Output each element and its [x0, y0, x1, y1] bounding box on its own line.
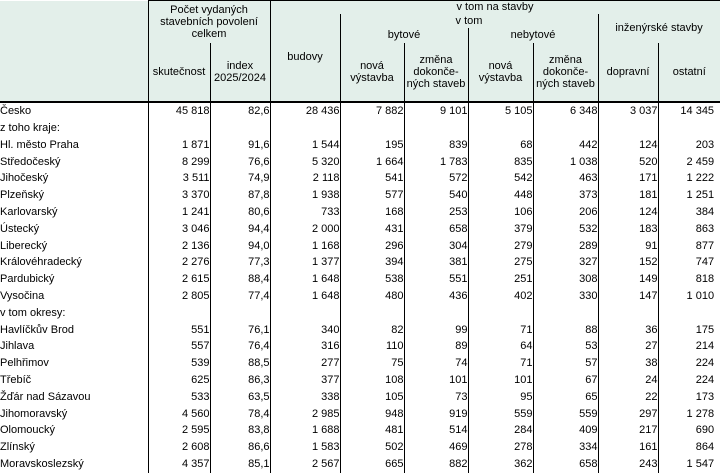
cell-nová výstavba: 279 [468, 237, 533, 254]
cell-změna dokončených staveb: 89 [404, 338, 468, 355]
cell-nová výstavba: 284 [468, 422, 533, 439]
cell-nová výstavba: 75 [340, 355, 404, 372]
cell-změna dokončených staveb: 6 348 [533, 102, 598, 120]
cell-změna dokončených staveb: 551 [404, 271, 468, 288]
table-row[interactable] [0, 204, 720, 221]
row-label: v tom okresy: [0, 305, 148, 322]
cell-změna dokončených staveb: 463 [533, 170, 598, 187]
cell-dopravní [598, 120, 658, 137]
cell-dopravní: 243 [598, 456, 658, 473]
header-col-ostatni: ostatní [658, 43, 720, 102]
cell-nová výstavba: 541 [340, 170, 404, 187]
cell-budovy: 2 118 [270, 170, 340, 187]
cell-dopravní: 22 [598, 389, 658, 406]
cell-budovy: 1 938 [270, 187, 340, 204]
cell-nová výstavba: 68 [468, 137, 533, 154]
cell-nová výstavba: 448 [468, 187, 533, 204]
cell-změna dokončených staveb: 882 [404, 456, 468, 473]
cell-skutečnost: 2 595 [148, 422, 210, 439]
table-header [0, 1, 720, 103]
row-label: Třebíč [0, 372, 148, 389]
cell-nová výstavba: 296 [340, 237, 404, 254]
cell-nová výstavba [340, 305, 404, 322]
cell-nová výstavba: 502 [340, 439, 404, 456]
cell-změna dokončených staveb: 304 [404, 237, 468, 254]
cell-změna dokončených staveb: 532 [533, 221, 598, 238]
cell-změna dokončených staveb: 334 [533, 439, 598, 456]
cell-skutečnost: 1 241 [148, 204, 210, 221]
cell-nová výstavba: 835 [468, 153, 533, 170]
cell-nová výstavba: 431 [340, 221, 404, 238]
cell-změna dokončených staveb: 74 [404, 355, 468, 372]
row-label: Vysočina [0, 288, 148, 305]
cell-skutečnost: 3 511 [148, 170, 210, 187]
cell-změna dokončených staveb: 101 [404, 372, 468, 389]
cell-změna dokončených staveb: 658 [533, 456, 598, 473]
row-label: Česko [0, 102, 148, 120]
cell-ostatní: 224 [695, 373, 715, 386]
cell-nová výstavba: 251 [468, 271, 533, 288]
cell-budovy [270, 120, 340, 137]
cell-skutečnost: 3 370 [148, 187, 210, 204]
header-group-total: Počet vydaných stavebních povolení celkem [148, 1, 270, 44]
cell-nová výstavba: 71 [468, 321, 533, 338]
cell-budovy: 377 [270, 372, 340, 389]
table-row[interactable] [0, 237, 720, 254]
cell-změna dokončených staveb: 99 [404, 321, 468, 338]
cell-index 2025/2024: 78,4 [210, 405, 270, 422]
cell-nová výstavba: 379 [468, 221, 533, 238]
cell-nová výstavba: 577 [340, 187, 404, 204]
cell-ostatní: 863 [695, 222, 715, 235]
cell-nová výstavba: 106 [468, 204, 533, 221]
cell-dopravní: 161 [598, 439, 658, 456]
table-row[interactable] [0, 305, 720, 322]
cell-změna dokončených staveb: 327 [533, 254, 598, 271]
cell-budovy: 1 648 [270, 288, 340, 305]
cell-nová výstavba: 275 [468, 254, 533, 271]
cell-nová výstavba: 168 [340, 204, 404, 221]
cell-nová výstavba: 105 [340, 389, 404, 406]
row-label: Jihlava [0, 338, 148, 355]
cell-index 2025/2024: 63,5 [210, 389, 270, 406]
header-col-skutecnost: skutečnost [148, 43, 210, 102]
row-label: Liberecký [0, 237, 148, 254]
cell-nová výstavba: 542 [468, 170, 533, 187]
cell-budovy: 1 583 [270, 439, 340, 456]
cell-dopravní: 3 037 [598, 102, 658, 120]
cell-změna dokončených staveb: 559 [533, 405, 598, 422]
row-label: Hl. město Praha [0, 137, 148, 154]
cell-dopravní: 36 [598, 321, 658, 338]
cell-ostatní: 747 [695, 256, 715, 269]
row-label: Královéhradecký [0, 254, 148, 271]
cell-změna dokončených staveb: 514 [404, 422, 468, 439]
cell-změna dokončených staveb: 1 783 [404, 153, 468, 170]
cell-nová výstavba [468, 305, 533, 322]
row-label: Moravskoslezský [0, 456, 148, 473]
cell-dopravní: 27 [598, 338, 658, 355]
cell-ostatní: 1 222 [686, 172, 715, 185]
table-row[interactable] [0, 221, 720, 238]
row-label: Žďár nad Sázavou [0, 389, 148, 406]
table-row[interactable] [0, 372, 720, 389]
cell-dopravní: 38 [598, 355, 658, 372]
cell-budovy: 277 [270, 355, 340, 372]
cell-index 2025/2024: 77,4 [210, 288, 270, 305]
row-label: Havlíčkův Brod [0, 321, 148, 338]
header-group-nebytove: nebytové [468, 28, 598, 43]
cell-skutečnost: 3 046 [148, 221, 210, 238]
cell-změna dokončených staveb: 330 [533, 288, 598, 305]
cell-budovy: 1 544 [270, 137, 340, 154]
cell-dopravní: 124 [598, 204, 658, 221]
cell-index 2025/2024 [210, 305, 270, 322]
cell-změna dokončených staveb: 57 [533, 355, 598, 372]
cell-skutečnost [148, 305, 210, 322]
cell-dopravní: 520 [598, 153, 658, 170]
cell-ostatní [658, 305, 720, 322]
cell-nová výstavba: 110 [340, 338, 404, 355]
header-col-nova-vystavba-bytove: nová výstavba [340, 43, 404, 102]
cell-změna dokončených staveb: 1 038 [533, 153, 598, 170]
table-row[interactable] [0, 355, 720, 372]
cell-změna dokončených staveb: 919 [404, 405, 468, 422]
cell-index 2025/2024: 76,6 [210, 153, 270, 170]
cell-skutečnost: 1 871 [148, 137, 210, 154]
header-col-dopravni: dopravní [598, 43, 658, 102]
cell-ostatní: 175 [695, 323, 715, 336]
header-col-zmena-nebytove: změna dokonče-ných staveb [533, 43, 598, 102]
cell-index 2025/2024: 76,1 [210, 321, 270, 338]
cell-nová výstavba: 64 [468, 338, 533, 355]
cell-nová výstavba: 108 [340, 372, 404, 389]
cell-index 2025/2024: 88,4 [210, 271, 270, 288]
cell-nová výstavba: 71 [468, 355, 533, 372]
cell-skutečnost: 551 [148, 321, 210, 338]
cell-ostatní: 1 251 [686, 189, 715, 202]
row-label: Ústecký [0, 221, 148, 238]
cell-ostatní: 1 010 [686, 290, 715, 302]
header-group-engineering: inženýrské stavby [598, 14, 720, 43]
header-group-bytove: bytové [340, 28, 468, 43]
header-col-index: index 2025/2024 [210, 43, 270, 102]
row-label: Středočeský [0, 153, 148, 170]
cell-nová výstavba: 195 [340, 137, 404, 154]
table-row[interactable] [0, 422, 720, 439]
cell-dopravní: 297 [598, 405, 658, 422]
cell-změna dokončených staveb [533, 120, 598, 137]
cell-dopravní: 217 [598, 422, 658, 439]
table-row[interactable] [0, 338, 720, 355]
cell-změna dokončených staveb: 73 [404, 389, 468, 406]
row-label: Olomoucký [0, 422, 148, 439]
cell-změna dokončených staveb: 67 [533, 372, 598, 389]
cell-ostatní: 2 459 [686, 155, 715, 168]
cell-nová výstavba: 101 [468, 372, 533, 389]
cell-změna dokončených staveb: 308 [533, 271, 598, 288]
cell-index 2025/2024: 86,6 [210, 439, 270, 456]
cell-skutečnost: 539 [148, 355, 210, 372]
table-row[interactable] [0, 439, 720, 456]
header-col-budovy: budovy [270, 14, 340, 102]
row-label: Jihomoravský [0, 405, 148, 422]
cell-index 2025/2024: 77,3 [210, 254, 270, 271]
cell-dopravní: 147 [598, 288, 658, 305]
header-group-vtom: v tom [340, 14, 598, 28]
table-row[interactable] [0, 321, 720, 338]
cell-nová výstavba: 5 105 [468, 102, 533, 120]
cell-budovy: 1 648 [270, 271, 340, 288]
cell-index 2025/2024: 76,4 [210, 338, 270, 355]
cell-skutečnost: 2 615 [148, 271, 210, 288]
cell-dopravní: 152 [598, 254, 658, 271]
row-label: Karlovarský [0, 204, 148, 221]
cell-změna dokončených staveb: 253 [404, 204, 468, 221]
cell-změna dokončených staveb: 65 [533, 389, 598, 406]
cell-nová výstavba [468, 120, 533, 137]
cell-skutečnost: 45 818 [148, 102, 210, 120]
cell-budovy: 338 [270, 389, 340, 406]
table-row[interactable] [0, 170, 720, 187]
cell-nová výstavba: 362 [468, 456, 533, 473]
cell-ostatní: 818 [695, 273, 715, 286]
row-label: z toho kraje: [0, 120, 148, 137]
table-row[interactable] [0, 288, 720, 305]
header-row-1 [0, 1, 720, 15]
cell-budovy: 1 377 [270, 254, 340, 271]
cell-nová výstavba: 559 [468, 405, 533, 422]
cell-změna dokončených staveb: 289 [533, 237, 598, 254]
cell-ostatní: 173 [695, 390, 715, 403]
cell-dopravní: 149 [598, 271, 658, 288]
cell-změna dokončených staveb: 88 [533, 321, 598, 338]
cell-ostatní: 384 [695, 206, 715, 219]
cell-změna dokončených staveb: 839 [404, 137, 468, 154]
cell-skutečnost: 4 560 [148, 405, 210, 422]
cell-budovy: 1 688 [270, 422, 340, 439]
table-row[interactable] [0, 102, 720, 120]
cell-změna dokončených staveb: 381 [404, 254, 468, 271]
cell-skutečnost: 2 608 [148, 439, 210, 456]
table-row[interactable] [0, 137, 720, 154]
cell-skutečnost: 2 805 [148, 288, 210, 305]
cell-index 2025/2024 [210, 120, 270, 137]
cell-dopravní: 181 [598, 187, 658, 204]
cell-index 2025/2024: 74,9 [210, 170, 270, 187]
cell-dopravní: 24 [598, 372, 658, 389]
cell-nová výstavba: 665 [340, 456, 404, 473]
cell-ostatní: 864 [695, 441, 715, 454]
cell-změna dokončených staveb: 540 [404, 187, 468, 204]
cell-skutečnost [148, 120, 210, 137]
cell-ostatní: 1 278 [686, 407, 715, 420]
cell-skutečnost: 533 [148, 389, 210, 406]
row-label: Zlínský [0, 439, 148, 456]
table-body [0, 102, 720, 473]
header-col-zmena-bytove: změna dokonče-ných staveb [404, 43, 468, 102]
cell-dopravní [598, 305, 658, 322]
cell-změna dokončených staveb: 409 [533, 422, 598, 439]
cell-index 2025/2024: 80,6 [210, 204, 270, 221]
cell-skutečnost: 4 357 [148, 456, 210, 473]
row-label: Pelhřimov [0, 355, 148, 372]
cell-změna dokončených staveb: 572 [404, 170, 468, 187]
cell-ostatní: 690 [695, 424, 715, 437]
cell-ostatní [658, 120, 720, 137]
cell-index 2025/2024: 94,4 [210, 221, 270, 238]
row-label: Plzeňský [0, 187, 148, 204]
cell-skutečnost: 625 [148, 372, 210, 389]
cell-nová výstavba: 278 [468, 439, 533, 456]
table-row[interactable] [0, 254, 720, 271]
table-row[interactable] [0, 153, 720, 170]
header-group-buildings: v tom na stavby [270, 1, 720, 15]
cell-nová výstavba: 481 [340, 422, 404, 439]
cell-změna dokončených staveb: 9 101 [404, 102, 468, 120]
cell-ostatní: 14 345 [658, 102, 720, 120]
cell-budovy: 733 [270, 204, 340, 221]
cell-změna dokončených staveb: 436 [404, 288, 468, 305]
cell-dopravní: 183 [598, 221, 658, 238]
cell-skutečnost: 2 136 [148, 237, 210, 254]
cell-nová výstavba: 95 [468, 389, 533, 406]
table-row[interactable] [0, 187, 720, 204]
cell-skutečnost: 8 299 [148, 153, 210, 170]
table-row[interactable] [0, 405, 720, 422]
cell-skutečnost: 2 276 [148, 254, 210, 271]
cell-skutečnost: 557 [148, 338, 210, 355]
cell-budovy: 5 320 [270, 153, 340, 170]
cell-nová výstavba: 402 [468, 288, 533, 305]
cell-nová výstavba: 82 [340, 321, 404, 338]
cell-ostatní: 214 [695, 340, 715, 353]
cell-nová výstavba: 394 [340, 254, 404, 271]
cell-dopravní: 91 [598, 237, 658, 254]
cell-budovy: 28 436 [270, 102, 340, 120]
cell-index 2025/2024: 82,6 [210, 102, 270, 120]
cell-změna dokončených staveb [533, 305, 598, 322]
cell-změna dokončených staveb: 373 [533, 187, 598, 204]
cell-budovy [270, 305, 340, 322]
row-label: Jihočeský [0, 170, 148, 187]
cell-ostatní: 224 [695, 357, 715, 370]
cell-nová výstavba: 538 [340, 271, 404, 288]
header-stub-cell [0, 1, 148, 103]
cell-změna dokončených staveb [404, 305, 468, 322]
cell-index 2025/2024: 85,1 [210, 456, 270, 473]
cell-index 2025/2024: 88,5 [210, 355, 270, 372]
cell-budovy: 1 168 [270, 237, 340, 254]
cell-ostatní: 1 547 [686, 457, 715, 470]
cell-budovy: 2 985 [270, 405, 340, 422]
cell-nová výstavba [340, 120, 404, 137]
table-row[interactable] [0, 456, 720, 473]
cell-nová výstavba: 948 [340, 405, 404, 422]
cell-index 2025/2024: 86,3 [210, 372, 270, 389]
cell-dopravní: 124 [598, 137, 658, 154]
cell-index 2025/2024: 94,0 [210, 237, 270, 254]
table-row[interactable] [0, 120, 720, 137]
cell-změna dokončených staveb: 442 [533, 137, 598, 154]
cell-budovy: 316 [270, 338, 340, 355]
cell-změna dokončených staveb: 658 [404, 221, 468, 238]
table-row[interactable] [0, 389, 720, 406]
cell-budovy: 2 000 [270, 221, 340, 238]
cell-budovy: 340 [270, 321, 340, 338]
cell-změna dokončených staveb: 53 [533, 338, 598, 355]
cell-nová výstavba: 7 882 [340, 102, 404, 120]
cell-nová výstavba: 480 [340, 288, 404, 305]
row-label: Pardubický [0, 271, 148, 288]
cell-změna dokončených staveb [404, 120, 468, 137]
table-row[interactable] [0, 271, 720, 288]
cell-dopravní: 171 [598, 170, 658, 187]
cell-změna dokončených staveb: 469 [404, 439, 468, 456]
cell-ostatní: 877 [695, 239, 715, 252]
cell-ostatní: 203 [695, 138, 715, 151]
cell-index 2025/2024: 91,6 [210, 137, 270, 154]
cell-nová výstavba: 1 664 [340, 153, 404, 170]
cell-budovy: 2 567 [270, 456, 340, 473]
cell-index 2025/2024: 87,8 [210, 187, 270, 204]
cell-index 2025/2024: 83,8 [210, 422, 270, 439]
header-col-nova-vystavba-nebytove: nová výstavba [468, 43, 533, 102]
cell-změna dokončených staveb: 206 [533, 204, 598, 221]
